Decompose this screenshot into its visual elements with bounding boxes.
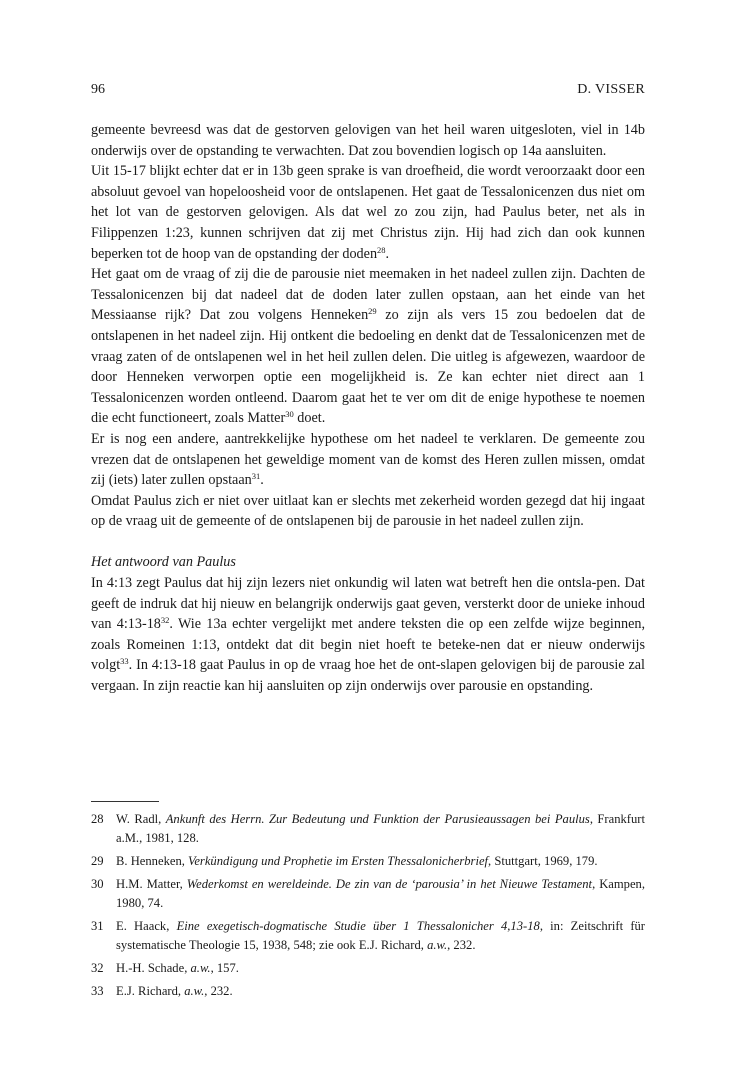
running-head-author: D. VISSER [577, 82, 645, 97]
footnotes [91, 810, 645, 1005]
footnote: 32 H.-H. Schade, a.w., 157. [91, 959, 645, 978]
footnote: 33 E.J. Richard, a.w., 232. [91, 982, 645, 1001]
running-header [91, 80, 645, 100]
footnote: 30 H.M. Matter, Wederkomst en wereldeinde. De zin van de ‘parousia’ in het Nieuwe Testament, Kampen, 1980, 74. [91, 877, 645, 910]
footnote-ref[interactable]: 30 [285, 409, 294, 420]
footnote-number: 31 [91, 919, 104, 933]
footnote-number: 32 [91, 961, 104, 975]
footnote-number: 29 [91, 854, 104, 868]
footnote-number: 30 [91, 877, 104, 891]
main-text [91, 120, 645, 697]
paragraph: Het gaat om de vraag of zij die de parousie niet meemaken in het nadeel zullen zijn. Dachten de Tessalonicenzen bij dat nadeel dat de doden later zullen opstaan, aan het einde van het Messiaanse rijk? Dat zou volgens Henneken$^{29}$ zo zijn als vers 15 zou bedoelen dat de ontslapenen in het nadeel zijn. Hij ontkent die bedoeling en denkt dat de Tessalonicenzen met de vraag zaten of de ontslapenen wel in het heil zullen delen. Die uitleg is afgewezen, waardoor de door Henneken verworpen optie een mogelijkheid is. Ze kan echter niet direct aan 1 Tessalonicenzen worden ontleend. Daarom gaat het te ver om dit de enige hypothese te noemen die echt functioneert, zoals Matter$^{30}$ doet. [91, 266, 645, 427]
section-heading: Het antwoord van Paulus [91, 554, 236, 571]
footnote: 31 E. Haack, Eine exegetisch-dogmatische Studie über 1 Thessalonicher 4,13-18, in: Zeitschrift für systematische Theologie 15, 1938, 548; zie ook E.J. Richard, a.w., 232. [91, 919, 646, 952]
footnote-ref[interactable]: 31 [251, 471, 261, 482]
footnote: 28 W. Radl, Ankunft des Herrn. Zur Bedeutung und Funktion der Parusieaussagen bei Paulus, Frankfurt a.M., 1981, 128. [91, 812, 645, 845]
footnote-ref[interactable]: 28 [377, 244, 386, 255]
page-number: 96 [91, 82, 105, 97]
footnote: 29 B. Henneken, Verkündigung und Prophetie im Ersten Thessalonicherbrief, Stuttgart, 1969, 179. [91, 852, 645, 871]
footnote-ref[interactable]: 29 [368, 306, 377, 317]
footnote-ref[interactable]: 33 [120, 656, 129, 667]
footnote-divider [91, 801, 159, 802]
paragraph: gemeente bevreesd was dat de gestorven gelovigen van het heil waren uitgesloten, viel in 14b onderwijs over de opstanding te verwachten. Dat zou bovendien logisch op 14a aansluiten. [91, 122, 645, 159]
paragraph: Uit 15-17 blijkt echter dat er in 13b geen sprake is van droefheid, die wordt veroorzaakt door een absoluut gevoel van hopeloosheid voor de ontslapenen. Het gaat de Tessalonicenzen dus niet om het lot van de gestorven gelovigen. Als dat wel zo zou zijn, had Paulus beter, net als in Filippenzen 1:23, kunnen schrijven dat zij met Christus zijn. Hij had zich dan ook kunnen beperken tot de hoop van de opstanding der doden$^{28}$. [91, 163, 645, 262]
footnote-ref[interactable]: 32 [160, 615, 170, 626]
paragraph: Er is nog een andere, aantrekkelijke hypothese om het nadeel te verklaren. De gemeente zou vrezen dat de ontslapenen het geweldige moment van de komst des Heren zullen missen, omdat zij (iets) later zullen opstaan$^{31}$. [91, 430, 645, 489]
paragraph: Omdat Paulus zich er niet over uitlaat kan er slechts met zekerheid worden gezegd dat hij ingaat op de vraag uit de gemeente of de ontslapenen bij de parousie in het nadeel zullen zijn. [91, 492, 645, 530]
footnote-number: 33 [91, 984, 104, 998]
paragraph: In 4:13 zegt Paulus dat hij zijn lezers niet onkundig wil laten wat betreft hen die ontsla-pen. Dat geeft de indruk dat hij nieuw en belangrijk onderwijs gaat geven, versterkt door de unieke inhoud van $4:13-18^{32}$. Wie 13a echter vergelijkt met andere teksten die op een zelfde wijze beginnen, zoals Romeinen 1:13, ontdekt dat dit begin niet hoeft te beteke-nen dat er nieuw onderwijs volgt$^{33}$. In 4:13-18 gaat Paulus in op de vraag hoe het de ont-slapen gelovigen bij de parousie zal vergaan. In zijn reactie kan hij aansluiten op zijn onderwijs over parousie en opstanding. [91, 575, 646, 695]
footnote-number: 28 [91, 812, 104, 826]
